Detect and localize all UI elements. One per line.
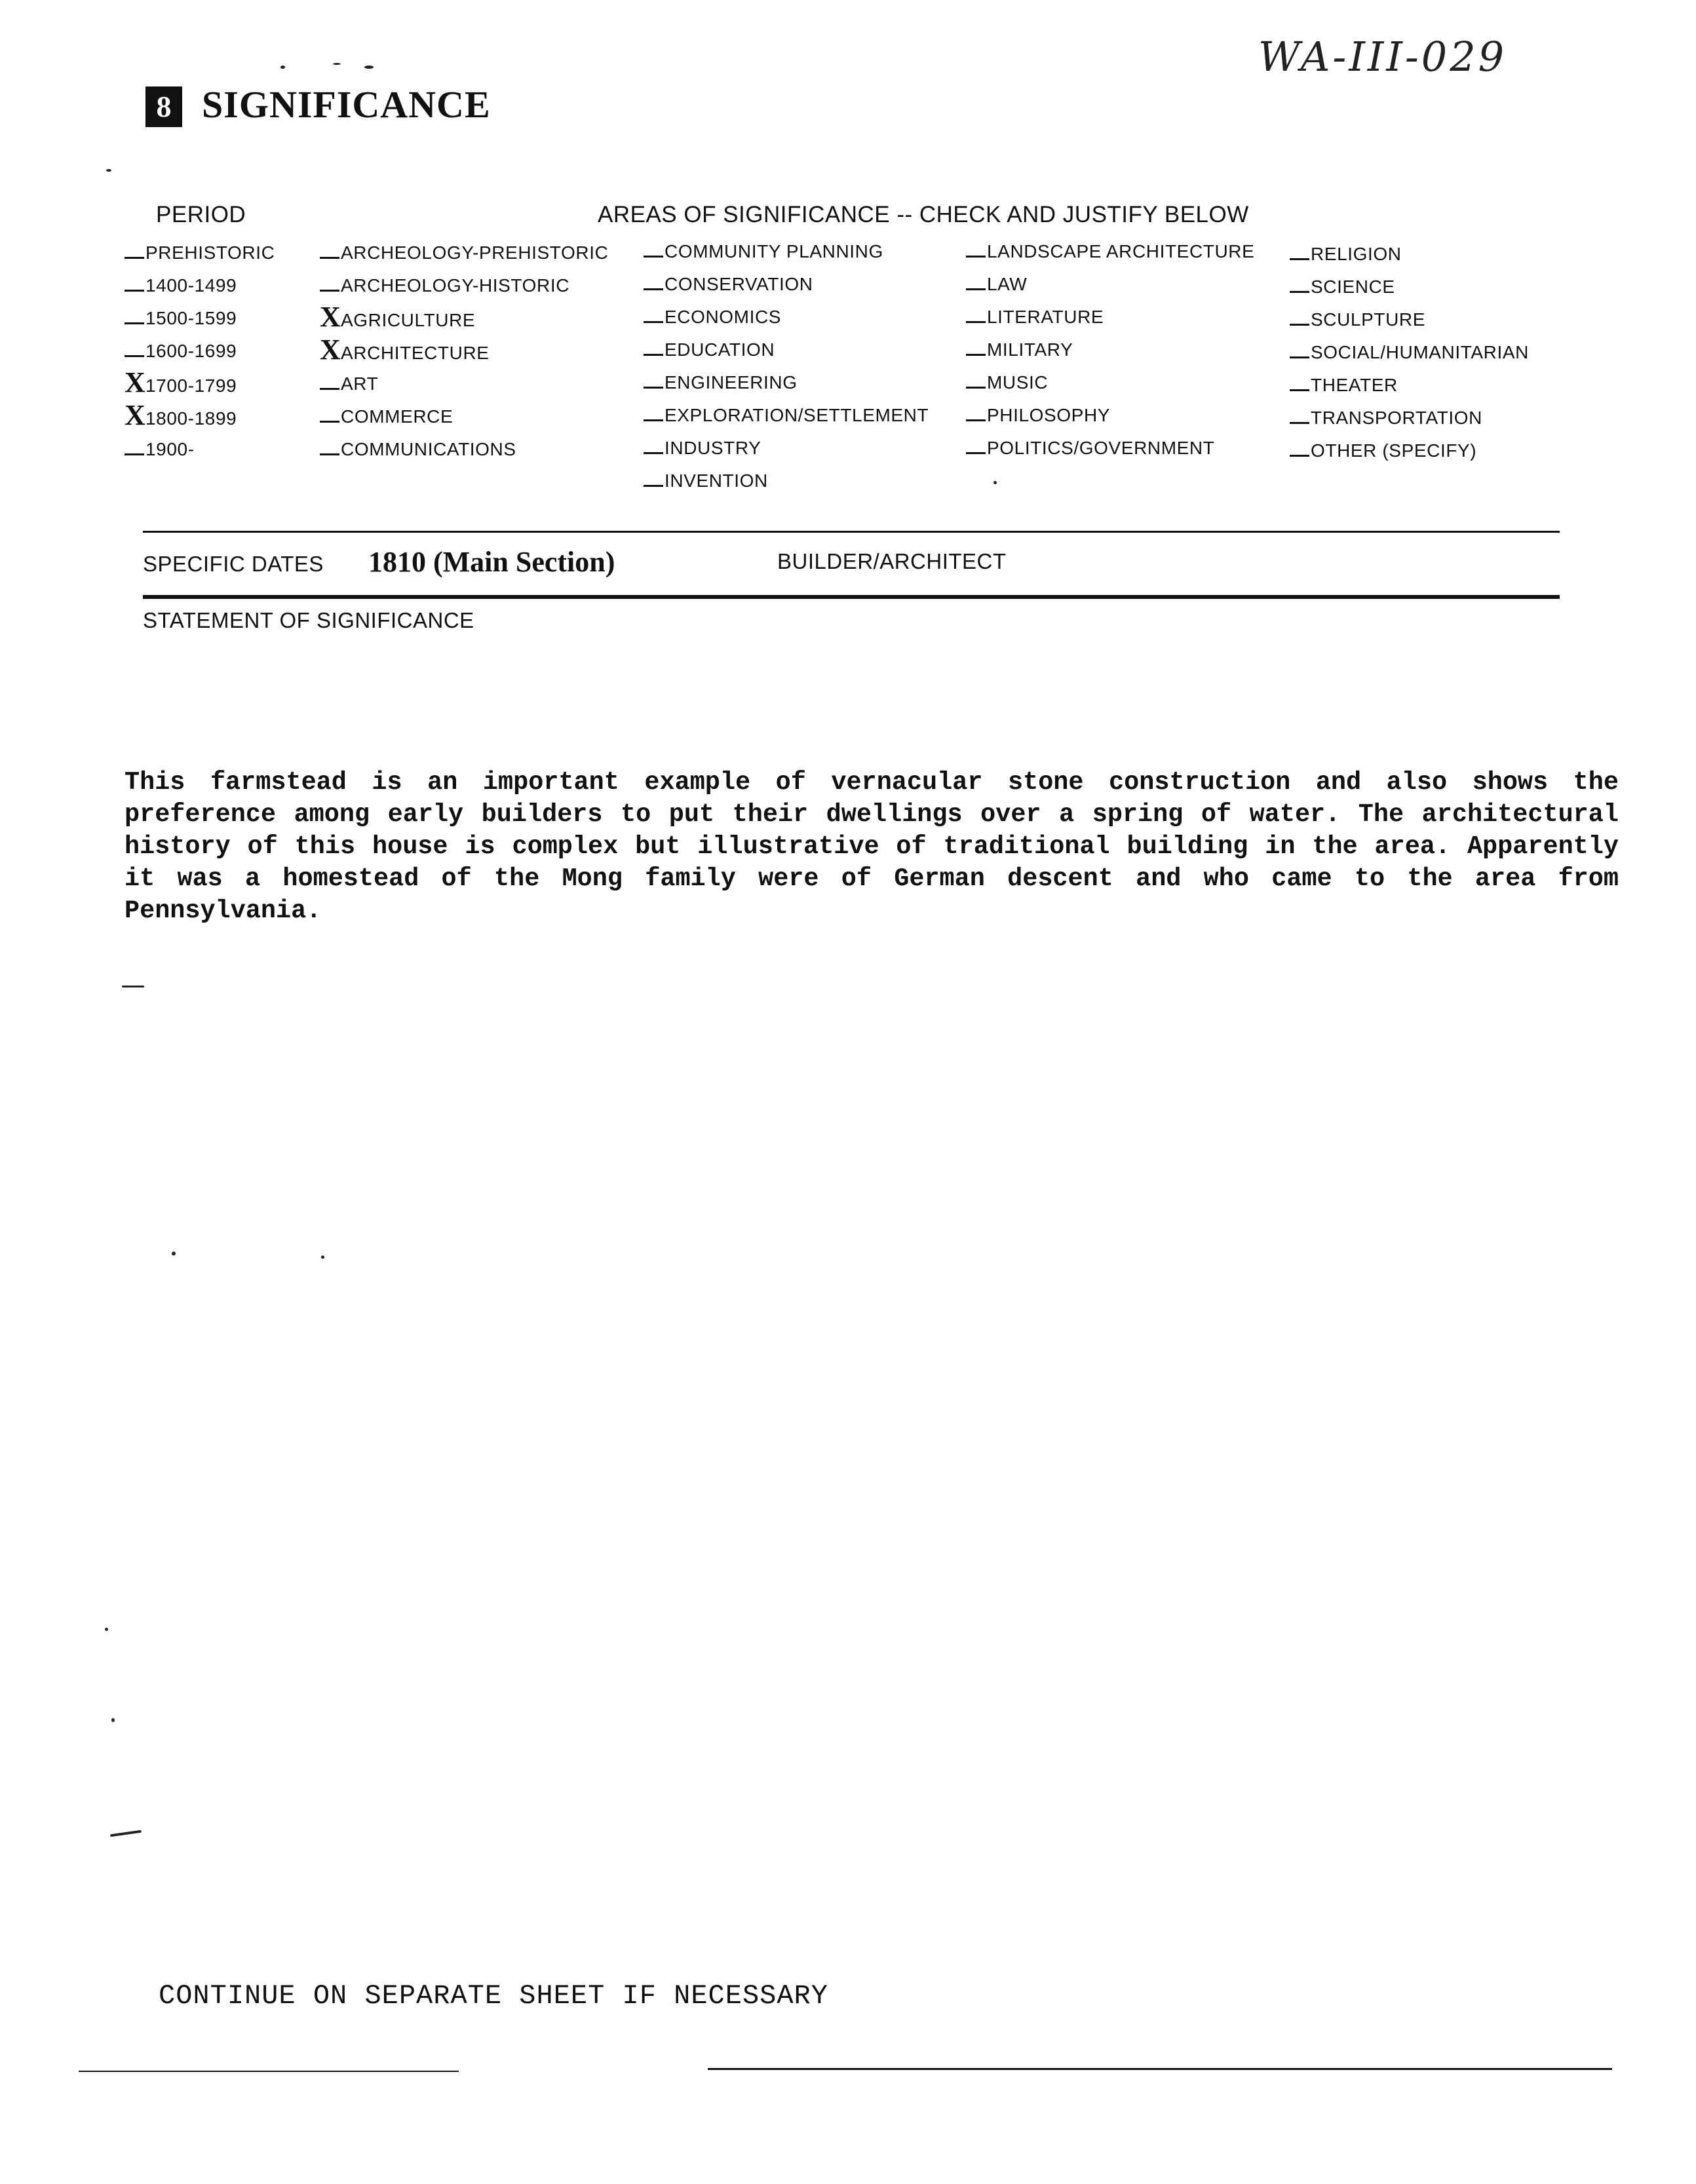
option-label: MUSIC <box>987 372 1049 393</box>
area-communications[interactable] <box>320 439 608 472</box>
area-literature[interactable] <box>966 307 1254 339</box>
option-label: OTHER (SPECIFY) <box>1311 440 1477 461</box>
areas-header: AREAS OF SIGNIFICANCE -- CHECK AND JUSTIFY BELOW <box>598 202 1249 227</box>
area-engineering[interactable] <box>644 372 929 405</box>
scan-speck <box>111 1718 115 1722</box>
option-label: COMMUNICATIONS <box>341 439 516 459</box>
area-science[interactable] <box>1290 277 1529 309</box>
period-prehistoric[interactable] <box>125 242 275 275</box>
checkbox-blank <box>644 405 663 421</box>
option-label: LITERATURE <box>987 307 1104 327</box>
option-label: 1900- <box>145 439 195 459</box>
checkbox-blank <box>125 341 144 357</box>
scan-speck <box>172 1252 176 1255</box>
scan-speck <box>110 1830 142 1837</box>
checkbox-blank <box>125 308 144 324</box>
option-label: TRANSPORTATION <box>1311 408 1482 428</box>
area-military[interactable] <box>966 339 1254 372</box>
option-label: SOCIAL/HUMANITARIAN <box>1311 342 1529 362</box>
area-invention[interactable] <box>644 470 929 503</box>
option-label: CONSERVATION <box>665 274 813 294</box>
checkbox-blank <box>125 439 144 455</box>
scan-speck <box>321 1255 324 1259</box>
option-label: LANDSCAPE ARCHITECTURE <box>987 241 1255 261</box>
option-label: SCULPTURE <box>1311 309 1425 330</box>
specific-dates-value: 1810 (Main Section) <box>368 546 615 578</box>
option-label: AGRICULTURE <box>341 310 476 330</box>
scan-speck <box>106 169 111 172</box>
scan-speck <box>105 1628 108 1631</box>
area-music[interactable] <box>966 372 1254 405</box>
option-label: ENGINEERING <box>665 372 798 393</box>
area-community-planning[interactable] <box>644 241 929 274</box>
checkbox-blank <box>320 242 339 259</box>
scan-speck <box>122 986 144 987</box>
option-label: SCIENCE <box>1311 277 1395 297</box>
option-label: INDUSTRY <box>665 438 761 458</box>
area-archeology-historic[interactable] <box>320 275 608 308</box>
option-label: 1700-1799 <box>145 375 237 396</box>
statement-label: STATEMENT OF SIGNIFICANCE <box>143 608 474 632</box>
area-art[interactable] <box>320 374 608 406</box>
option-label: ARCHITECTURE <box>341 343 490 363</box>
scan-speck <box>993 481 997 484</box>
scan-speck <box>280 66 285 69</box>
check-mark: X <box>320 301 341 333</box>
checkbox-blank <box>966 438 986 454</box>
area-conservation[interactable] <box>644 274 929 307</box>
statement-text: This farmstead is an important example of vernacular stone construction and also shows the preference among early builders to put their dwellings over a spring of water. The architectural history of this house is complex but illustrative of traditional building in the area. Apparently it was a homestead of the Mong family were of German descent and who came to the area from Pennsylvania. <box>125 768 1619 925</box>
area-commerce[interactable] <box>320 406 608 439</box>
areas-column-4 <box>1290 244 1529 473</box>
footer-rule-right <box>708 2068 1612 2070</box>
checkbox-blank <box>644 339 663 356</box>
period-1700-1799[interactable] <box>125 366 275 406</box>
checkbox-blank <box>644 372 663 389</box>
area-transportation[interactable] <box>1290 408 1529 440</box>
period-list <box>125 242 275 472</box>
period-1500-1599[interactable] <box>125 308 275 341</box>
area-politics-government[interactable] <box>966 438 1254 470</box>
period-1900[interactable] <box>125 439 275 472</box>
checkbox-blank <box>125 275 144 292</box>
period-1400-1499[interactable] <box>125 275 275 308</box>
option-label: 1600-1699 <box>145 341 237 361</box>
option-label: POLITICS/GOVERNMENT <box>987 438 1215 458</box>
area-religion[interactable] <box>1290 244 1529 277</box>
scan-speck <box>333 63 341 65</box>
option-label: EXPLORATION/SETTLEMENT <box>665 405 929 425</box>
period-1600-1699[interactable] <box>125 341 275 374</box>
option-label: ARCHEOLOGY-PREHISTORIC <box>341 242 609 263</box>
area-philosophy[interactable] <box>966 405 1254 438</box>
handwritten-form-id: WA-III-029 <box>1258 33 1507 81</box>
area-economics[interactable] <box>644 307 929 339</box>
option-label: 1500-1599 <box>145 308 237 328</box>
checkbox-blank <box>1290 342 1309 358</box>
checkbox-blank <box>320 275 339 292</box>
area-theater[interactable] <box>1290 375 1529 408</box>
continue-note: CONTINUE ON SEPARATE SHEET IF NECESSARY <box>159 1980 828 2012</box>
checkbox-blank <box>125 242 144 259</box>
checkbox-blank <box>644 307 663 323</box>
period-1800-1899[interactable] <box>125 399 275 439</box>
option-label: 1800-1899 <box>145 408 237 429</box>
checkbox-blank <box>1290 440 1309 457</box>
checkbox-blank <box>966 339 986 356</box>
option-label: COMMERCE <box>341 406 453 427</box>
period-header: PERIOD <box>156 202 246 227</box>
check-mark: X <box>125 399 146 431</box>
section-title: SIGNIFICANCE <box>202 83 491 126</box>
footer-rule-left <box>79 2071 459 2072</box>
checkbox-blank <box>966 307 986 323</box>
area-social-humanitarian[interactable] <box>1290 342 1529 375</box>
section-number-badge: 8 <box>145 86 182 127</box>
checkbox-blank <box>1290 309 1309 326</box>
checkbox-blank <box>644 470 663 487</box>
option-label: ARCHEOLOGY-HISTORIC <box>341 275 570 296</box>
area-exploration-settlement[interactable] <box>644 405 929 438</box>
checkbox-blank <box>1290 244 1309 260</box>
divider-top <box>143 531 1560 533</box>
area-industry[interactable] <box>644 438 929 470</box>
checkbox-blank <box>966 274 986 290</box>
check-mark: X <box>125 366 146 398</box>
checkbox-blank <box>320 374 339 390</box>
option-label: ART <box>341 374 379 394</box>
areas-column-1 <box>320 242 608 472</box>
option-label: INVENTION <box>665 470 768 491</box>
checkbox-blank <box>1290 277 1309 293</box>
option-label: PHILOSOPHY <box>987 405 1111 425</box>
option-label: 1400-1499 <box>145 275 237 296</box>
scan-speck <box>364 66 374 69</box>
check-mark: X <box>320 334 341 366</box>
area-education[interactable] <box>644 339 929 372</box>
checkbox-blank <box>966 241 986 258</box>
checkbox-blank <box>644 274 663 290</box>
areas-column-2 <box>644 241 929 503</box>
option-label: EDUCATION <box>665 339 775 360</box>
checkbox-blank <box>644 438 663 454</box>
area-archeology-prehistoric[interactable] <box>320 242 608 275</box>
area-agriculture[interactable] <box>320 301 608 341</box>
checkbox-blank <box>966 405 986 421</box>
checkbox-blank <box>644 241 663 258</box>
area-other-specify[interactable] <box>1290 440 1529 473</box>
area-architecture[interactable] <box>320 334 608 374</box>
option-label: ECONOMICS <box>665 307 782 327</box>
checkbox-blank <box>320 439 339 455</box>
checkbox-blank <box>966 372 986 389</box>
areas-column-3 <box>966 241 1254 470</box>
builder-architect-label: BUILDER/ARCHITECT <box>777 549 1007 573</box>
option-label: MILITARY <box>987 339 1073 360</box>
divider-thick <box>143 595 1560 599</box>
area-law[interactable] <box>966 274 1254 307</box>
checkbox-blank <box>320 406 339 423</box>
option-label: LAW <box>987 274 1028 294</box>
area-sculpture[interactable] <box>1290 309 1529 342</box>
option-label: THEATER <box>1311 375 1398 395</box>
checkbox-blank <box>1290 408 1309 424</box>
checkbox-blank <box>1290 375 1309 391</box>
option-label: RELIGION <box>1311 244 1402 264</box>
option-label: COMMUNITY PLANNING <box>665 241 883 261</box>
area-landscape-architecture[interactable] <box>966 241 1254 274</box>
specific-dates-label: SPECIFIC DATES <box>143 552 324 576</box>
option-label: PREHISTORIC <box>145 242 275 263</box>
